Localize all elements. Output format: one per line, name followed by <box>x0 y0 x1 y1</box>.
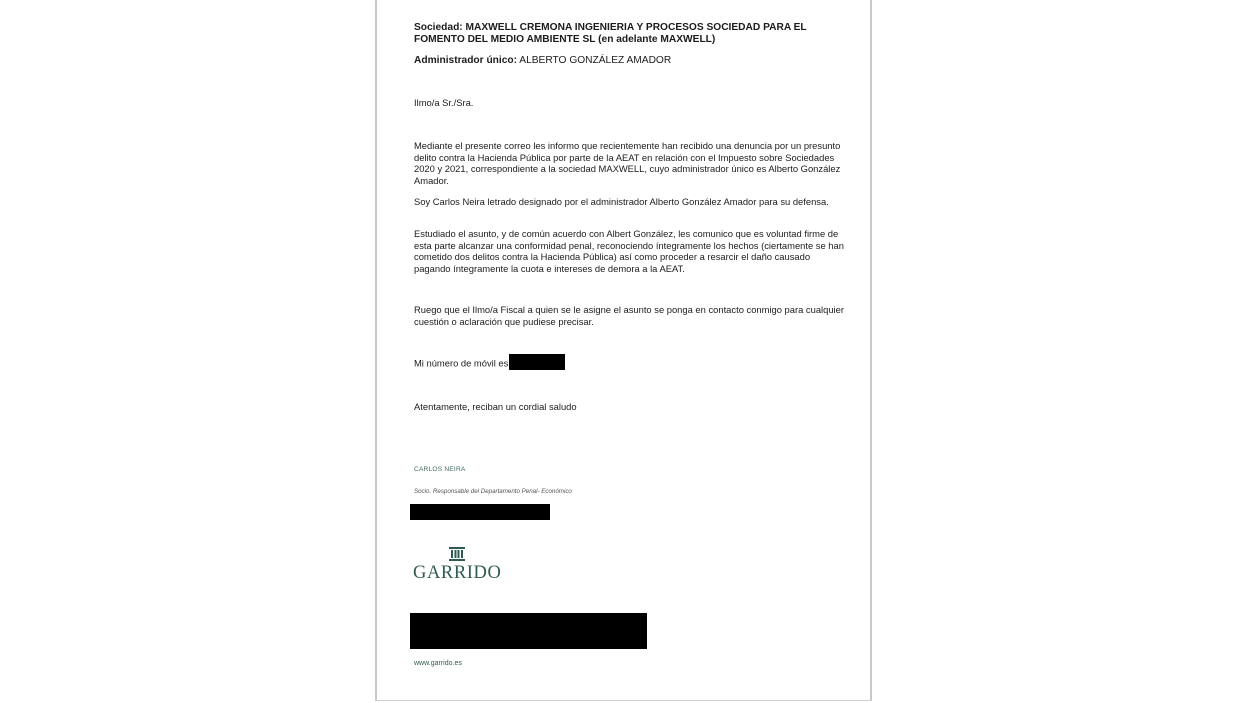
firm-website-link[interactable]: www.garrido.es <box>414 660 462 667</box>
letter-page <box>375 0 872 701</box>
column-pillar-icon <box>449 547 465 561</box>
administrator-line <box>414 55 844 67</box>
paragraph-conformity: Estudiado el asunto, y de común acuerdo con Albert González, les comunico que es voluntad firme de esta parte alcanzar una conformidad penal, reconociendo íntegramente los hechos (ciertamente se han cometido dos delitos contra la Hacienda Pública) así como proceder a resarcir el daño causado pagando íntegramente la cuota e intereses de demora a la AEAT. <box>414 228 844 274</box>
company-label: Sociedad: <box>414 22 463 33</box>
phone-line <box>414 356 844 372</box>
greeting: Ilmo/a Sr./Sra. <box>414 97 474 108</box>
redacted-block-contact <box>410 504 550 520</box>
paragraph-contact: Ruego que el Ilmo/a Fiscal a quien se le asigne el asunto se ponga en contacto conmigo para cualquier cuestión o aclaración que pudiese precisar. <box>414 304 844 327</box>
paragraph-lawyer: Soy Carlos Neira letrado designado por el administrador Alberto González Amador para su defensa. <box>414 196 829 207</box>
closing-line: Atentamente, reciban un cordial saludo <box>414 401 577 412</box>
admin-label: Administrador único: <box>414 55 518 66</box>
redacted-block-address <box>410 613 647 649</box>
phone-text: Mi número de móvil es <box>414 357 509 369</box>
signature-name: CARLOS NEIRA <box>414 466 466 473</box>
signature-role: Socio. Responsable del Departamento Penal- Económico <box>414 488 572 495</box>
paragraph-complaint: Mediante el presente correo les informo que recientemente han recibido una denuncia por un presunto delito contra la Hacienda Pública por parte de la AEAT en relación con el Impuesto sobre Sociedades 2020 y 2021, correspondiente a la sociedad MAXWELL, cuyo administrador único es Alberto González Amador. <box>414 140 841 186</box>
redacted-phone-number <box>509 354 565 370</box>
firm-logo-wordmark: GARRIDO <box>413 563 502 583</box>
firm-logo <box>413 547 503 587</box>
admin-name: ALBERTO GONZÁLEZ AMADOR <box>519 55 672 66</box>
company-heading <box>414 22 834 46</box>
company-name: MAXWELL CREMONA INGENIERIA Y PROCESOS SOCIEDAD PARA EL FOMENTO DEL MEDIO AMBIENTE SL (en adelante MAXWELL) <box>414 22 807 46</box>
